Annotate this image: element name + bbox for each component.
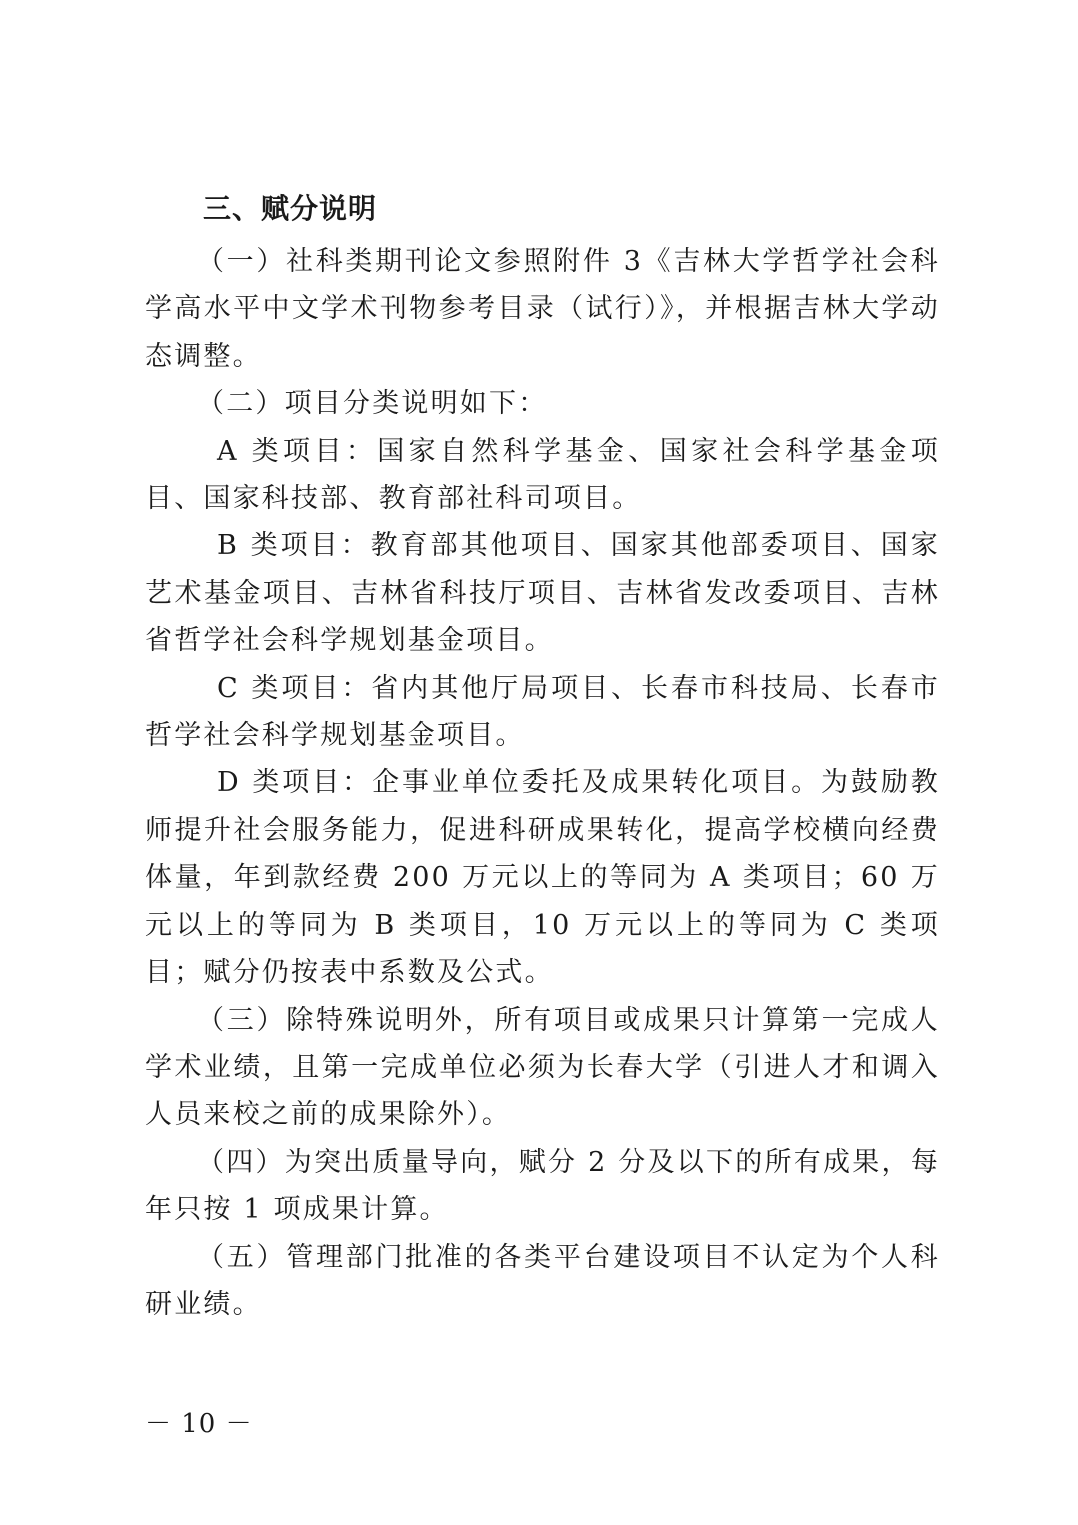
paragraph-3-class-a-projects: A 类项目：国家自然科学基金、国家社会科学基金项目、国家科技部、教育部社科司项目。: [145, 435, 940, 515]
paragraph-6-class-d-projects: D 类项目：企事业单位委托及成果转化项目。为鼓励教师提升社会服务能力，促进科研成果转化，提高学校横向经费体量，年到款经费 200 万元以上的等同为 A 类项目；60 万元以上的等同为 B 类项目，10 万元以上的等同为 C 类项目；赋分仍按表中系数及公式。: [145, 767, 940, 989]
page-number: － 10 －: [145, 1409, 253, 1439]
section-heading: 三、赋分说明: [203, 192, 378, 225]
document-body: [145, 185, 940, 1328]
paragraph-9-platform-projects: （五）管理部门批准的各类平台建设项目不认定为个人科研业绩。: [145, 1241, 940, 1320]
paragraph-4-class-b-projects: B 类项目：教育部其他项目、国家其他部委项目、国家艺术基金项目、吉林省科技厅项目、吉林省发改委项目、吉林省哲学社会科学规划基金项目。: [145, 530, 940, 657]
paragraph-8-quality-orientation: （四）为突出质量导向，赋分 2 分及以下的所有成果，每年只按 1 项成果计算。: [145, 1146, 940, 1226]
paragraph-5-class-c-projects: C 类项目：省内其他厅局项目、长春市科技局、长春市哲学社会科学规划基金项目。: [145, 672, 940, 752]
paragraph-1-journal-papers: （一）社科类期刊论文参照附件 3《吉林大学哲学社会科学高水平中文学术刊物参考目录（试行）》，并根据吉林大学动态调整。: [145, 246, 940, 372]
paragraph-2-project-classification: （二）项目分类说明如下：: [197, 388, 548, 420]
paragraph-7-first-author-rule: （三）除特殊说明外，所有项目或成果只计算第一完成人学术业绩，且第一完成单位必须为长春大学（引进人才和调入人员来校之前的成果除外）。: [145, 1004, 940, 1131]
